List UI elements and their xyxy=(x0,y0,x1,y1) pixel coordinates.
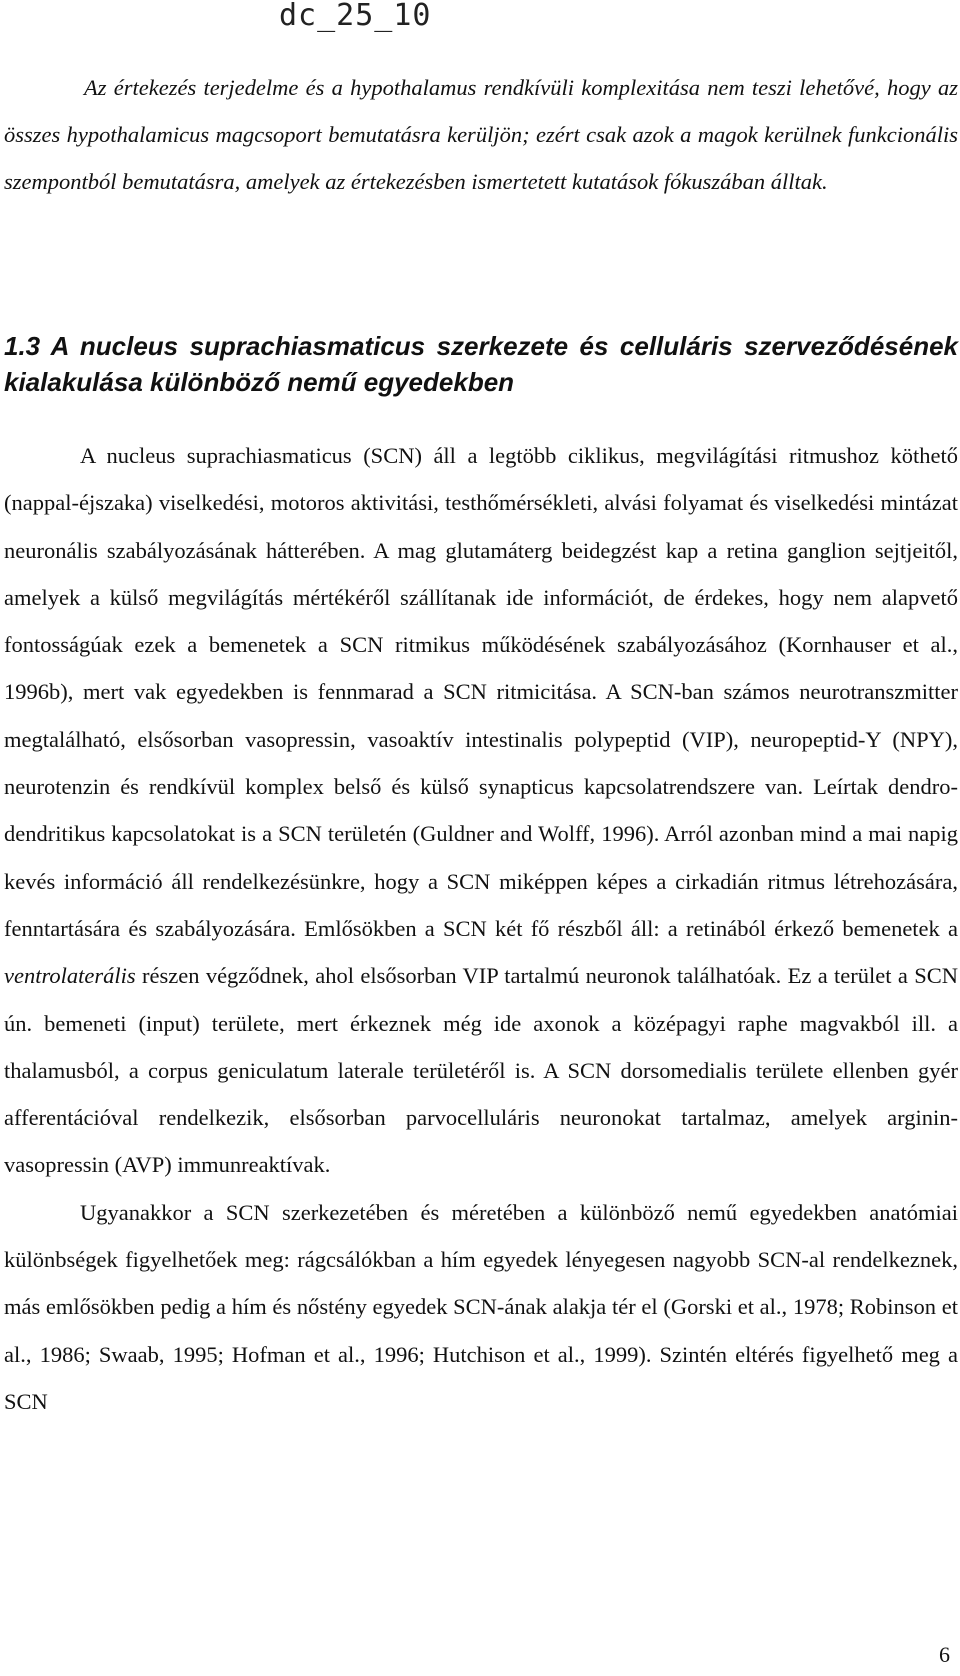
section-body xyxy=(4,432,958,1425)
italic-term: ventrolaterális xyxy=(4,963,136,989)
paragraph-1-text-b: részen végződnek, ahol elsősorban VIP tartalmú neuronok találhatóak. Ez a terület a SCN ún. bemeneti (input) területe, mert érkeznek még ide axonok a középagyi raphe magvakból ill. a thalamusból, a corpus geniculatum laterale területéről is. A SCN dorsomedialis területe ellenben gyér afferentációval rendelkezik, elsősorban parvocelluláris neuronokat tartalmaz, amelyek arginin-vasopressin (AVP) immunreaktívak. xyxy=(4,963,958,1178)
document-id: dc_25_10 xyxy=(279,0,432,33)
body-paragraph-1 xyxy=(4,432,958,1189)
intro-paragraph: Az értekezés terjedelme és a hypothalamus rendkívüli komplexitása nem teszi lehetővé, hogy az összes hypothalamicus magcsoport bemutatásra kerüljön; ezért csak azok a magok kerülnek funkcionális szempontból bemutatásra, amelyek az értekezésben ismertetett kutatások fókuszában álltak. xyxy=(4,75,958,194)
section-heading: 1.3 A nucleus suprachiasmaticus szerkezete és celluláris szerveződésének kialakulása különböző nemű egyedekben xyxy=(4,331,958,397)
body-paragraph-2: Ugyanakkor a SCN szerkezetében és méretében a különböző nemű egyedekben anatómiai különbségek figyelhetőek meg: rágcsálókban a hím egyedek lényegesen nagyobb SCN-al rendelkeznek, más emlősökben pedig a hím és nőstény egyedek SCN-ának alakja tér el (Gorski et al., 1978; Robinson et al., 1986; Swaab, 1995; Hofman et al., 1996; Hutchison et al., 1999). Szintén eltérés figyelhető meg a SCN xyxy=(4,1199,958,1414)
page-number: 6 xyxy=(939,1642,950,1667)
paragraph-1-text-a: A nucleus suprachiasmaticus (SCN) áll a legtöbb ciklikus, megvilágítási ritmushoz köthető (nappal-éjszaka) viselkedési, motoros aktivitási, testhőmérsékleti, alvási folyamat és viselkedési mintázat neuronális szabályozásának hátterében. A mag glutamáterg beidegzést kap a retina ganglion sejtjeitől, amelyek a külső megvilágítás mértékéről szállítanak ide információt, de érdekes, hogy nem alapvető fontosságúak ezek a bemenetek a SCN ritmikus működésének szabályozásához (Kornhauser et al., 1996b), mert vak egyedekben is fennmarad a SCN ritmicitása. A SCN-ban számos neurotranszmitter megtalálható, elsősorban vasopressin, vasoaktív intestinalis polypeptid (VIP), neuropeptid-Y (NPY), neurotenzin és rendkívül komplex belső és külső synapticus kapcsolatrendszere van. Leírtak dendro-dendritikus kapcsolatokat is a SCN területén (Guldner and Wolff, 1996). Arról azonban mind a mai napig kevés információ áll rendelkezésünkre, hogy a SCN miképpen képes a cirkadián ritmus létrehozására, fenntartására és szabályozására. Emlősökben a SCN két fő részből áll: a retinából érkező bemenetek a xyxy=(4,443,958,941)
